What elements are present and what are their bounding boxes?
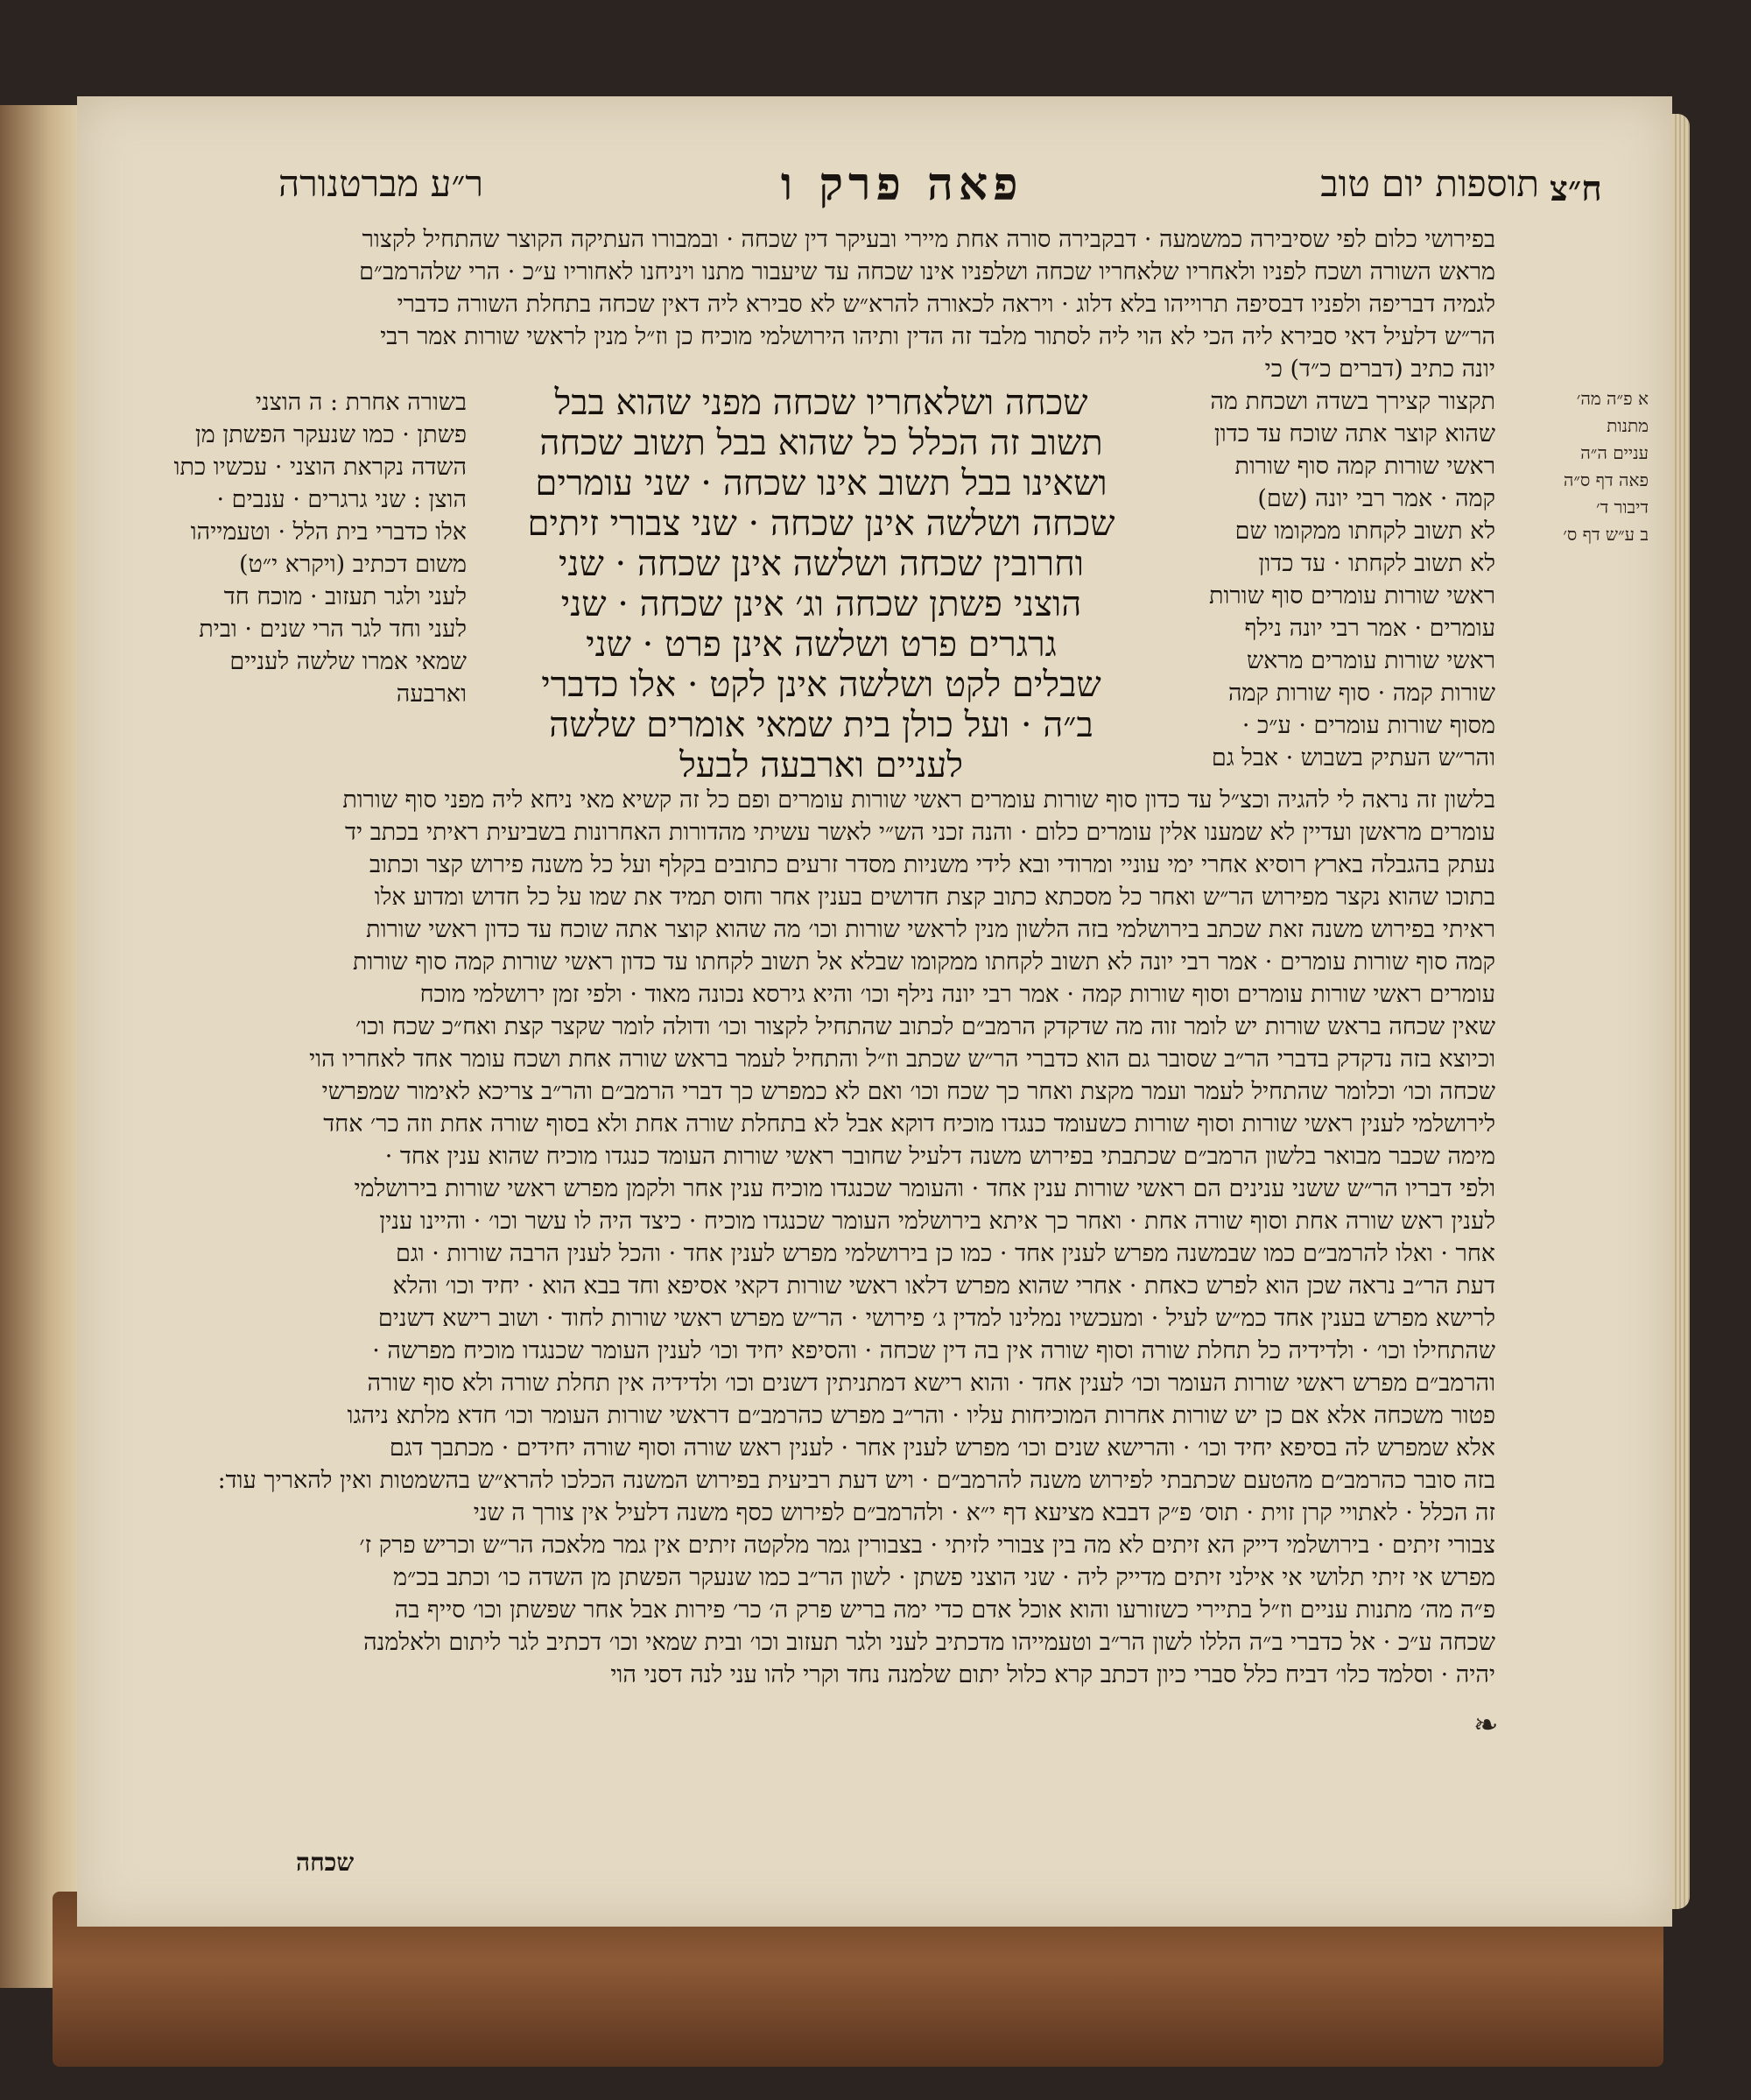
left-column-line: משום דכתיב (ויקרא י״ט): [239, 553, 467, 576]
right-column-line: עומרים · אמר רבי יונה נילף: [1244, 617, 1495, 640]
marginal-note-line: עניים ה״ה: [1580, 442, 1649, 463]
bottom-commentary-line: שכחה וכו׳ וכלומר שהתחיל לעמר ועמר מקצת ואחר כך שכח וכו׳ ואם לא כמפרש כך דברי הרמב״ם והר״ב צריכא לאימור שמפרשי: [321, 1080, 1495, 1103]
bottom-commentary-line: בלשון זה נראה לי להגיה וכצ״ל עד כדון סוף שורות עומרים ראשי שורות עומרים ופם כל זה קשיא מאי ניחא ליה מפני סוף שורות: [342, 788, 1495, 812]
right-column-line: לא תשוב לקחתו ממקומו שם: [1234, 519, 1495, 543]
bottom-commentary-line: אחר · ואלו להרמב״ם כמו שבמשנה מפרש לענין אחד · כמו כן בירושלמי מפרש לענין אחד · והכל לענין הרבה שורות · וגם: [395, 1242, 1495, 1265]
bottom-commentary-line: והרמב״ם מפרש ראשי שורות העומר וכו׳ לענין אחד · והוא רישא דמתניתין דשנים וכו׳ ולדידיה אין תחלת שורה ולא סוף שורה: [367, 1371, 1495, 1395]
mishnah-line: ושאינו בבל תשוב אינו שכחה · שני עומרים: [535, 466, 1108, 501]
bottom-commentary-line: מפרש אי זיתי תלושי אי אילני זיתים מדייק ליה · שני הוצני פשתן · לשון הר״ב כמו שנעקר הפשתן מן השדה כו׳ וכתב בכ״מ: [393, 1566, 1495, 1589]
mishnah-line: ב״ה · ועל כולן בית שמאי אומרים שלשה: [549, 708, 1093, 743]
bottom-commentary-line: קמה סוף שורות עומרים · אמר רבי יונה לא תשוב לקחתו ממקומו שבלא אל תשוב לקחתו עד כדון ראשי שורות קמה סוף שורות: [352, 950, 1495, 974]
mishnah-line: שכחה ושלאחריו שכחה מפני שהוא בבל: [554, 385, 1088, 420]
previous-page-edge: [0, 105, 83, 1988]
bottom-commentary-line: וכיוצא בזה נדקדק בדברי הר״ב שסובר גם הוא כדברי הר״ש שכתב וז״ל והתחיל לעמר בראש שורה אחת ושכח עומר אחד לאחריו הוי: [309, 1047, 1495, 1071]
bottom-commentary-line: זה הכלל · לאתויי קרן זוית · תוס׳ פ״ק דבבא מציעא דף י״א · ולהרמב״ם לפירוש כסף משנה דלעיל אין צורך ה שני: [473, 1501, 1495, 1525]
top-commentary-line: מראש השורה ושכח לפניו ולאחריו שלאחריו שכחה ושלפניו אינו שכחה עד שיעבור מתנו ויניחנו לאחוריו ע״כ · הרי שלהרמב״ם: [359, 260, 1495, 284]
top-commentary-line: הר״ש דלעיל דאי סבירא ליה הכי לא הוי ליה לסתור מלבד זה הדין ותיהו הירושלמי מוכיח כן וז״ל מנין לראשי שורות אמר רבי: [380, 325, 1495, 349]
top-commentary-line: בפירושי כלום לפי שסיבירה כמשמעה · דבקבירה סורה אחת מיירי ובעיקר דין שכחה · ובמבורו העתיקה הקוצר שהתחיל לקצור: [362, 228, 1495, 251]
bottom-commentary-line: אלא שמפרש לה בסיפא יחיד וכו׳ · והרישא שנים וכו׳ מפרש לענין אחר · לענין ראש שורה וסוף שורה יחידים · מכתבך דגם: [389, 1436, 1495, 1460]
bottom-commentary-line: בתוכו שהוא נקצר מפירוש הר״ש ואחר כל מסכתא כתוב קצת חדושים בענין אחר וחוס תמיד את שמו על כל חדוש ומדוע אלו: [374, 885, 1495, 909]
left-column-line: הוצן : שני גרגרים · ענבים ·: [216, 488, 467, 511]
bottom-commentary-line: נעתק בהגבלה בארץ רוסיא אחרי ימי עוניי ומרודי ובא לידי משניות מסדר זרעים כתובים בקלף ועל כל משנה פירוש קצר וכתוב: [369, 853, 1495, 877]
mishnah-line: הוצני פשתן שכחה וג׳ אינן שכחה · שני: [560, 587, 1082, 622]
bottom-commentary-line: פ״ה מה׳ מתנות עניים וז״ל בתיירי כשזורעו והוא אוכל אדם כדי ימה בריש פרק ה׳ כר׳ פירות אבל אחר שפשתן וכו׳ סייף בה: [394, 1598, 1495, 1622]
right-column-line: ראשי שורות עומרים מראש: [1246, 649, 1495, 673]
left-column-line: שמאי אמרו שלשה לעניים: [229, 650, 467, 673]
bottom-commentary-line: לירושלמי לענין ראשי שורות וסוף שורות כשעומד כנגדו מוכיח דוקא אבל לא בתחלת שורה אחת ולא בסוף שורה אחת וזה כר׳ אחד: [323, 1112, 1495, 1136]
left-column-line: אלו כדברי בית הלל · וטעמייהו: [190, 520, 467, 544]
bottom-commentary-line: לענין ראש שורה אחת וסוף שורה אחת · ואחר כך איתא בירושלמי העומר שכנגדו מוכיח · כיצד היה לו עשר וכו׳ · והיינו ענין: [379, 1209, 1495, 1233]
left-column-line: השדה נקראת הוצני · עכשיו כתו: [173, 455, 467, 479]
marginal-references: [1535, 385, 1649, 548]
top-commentary-line: לגמיה דבריפה ולפניו דבסיפה תרוייהו בלא דלוג · ויראה לכאורה להרא״ש לא סבירא ליה דאין שכחה בתחלת השורה כדברי: [397, 292, 1495, 316]
right-column-line: ראשי שורות קמה סוף שורות: [1234, 455, 1495, 478]
mishnah-line: שבלים לקט ושלשה אינן לקט · אלו כדברי: [541, 667, 1101, 702]
left-column-line: וארבעה: [396, 682, 467, 706]
bottom-commentary-line: בזה סובר כהרמב״ם מהטעם שכתבתי לפירוש משנה להרמב״ם · ויש דעת רביעית בפירוש המשנה הכלכו להרא״ש בהשמטות ואין להאריך עוד:: [217, 1469, 1495, 1492]
left-column-line: לעני ולגר תעזוב · מוכח חד: [223, 585, 467, 609]
right-column-line: מסוף שורות עומרים · ע״כ ·: [1241, 714, 1495, 737]
marginal-note-line: א פ״ה מה׳ מתנות: [1576, 388, 1649, 436]
bottom-commentary-line: יהיה · וסלמד כלו׳ דביח כלל סברי כיון דכתב קרא כלול יתום שלמנה נחד וקרי להו עני לנה דסני הוי: [610, 1663, 1495, 1687]
catchword: שכחה: [296, 1848, 355, 1877]
bottom-commentary-line: צבורי זיתים · בירושלמי דייק הא זיתים לא מה בין צבורי לזיתי · בצבורין גמר מלקטה זיתים אין גמר מלאכה הר״ש וכריש פרק ז׳: [359, 1533, 1495, 1557]
margin-ornament-icon: ❧: [1473, 1708, 1499, 1743]
right-column-line: ראשי שורות עומרים סוף שורות: [1209, 584, 1495, 608]
mishnah-line: לעניים וארבעה לבעל: [679, 748, 963, 783]
marginal-note-line: פאה דף ס״ה: [1563, 469, 1649, 490]
bottom-commentary-line: לרישא מפרש בענין אחד כמ״ש לעיל · ומעכשיו נמלינו למדין ג׳ פירושי · הר״ש מפרש ראשי שורות לחוד · ושוב רישא דשנים: [377, 1307, 1495, 1330]
bottom-commentary-line: עומרים מראשן ועדיין לא שמענו אלין עומרים כלום · והנה זכני הש״י לאשר עשיתי מהדורות האחרונות בשביעית ראיתי בכתב יד: [345, 821, 1495, 844]
marginal-note-line: דיבור ד׳: [1595, 497, 1649, 518]
right-column-line: תקצור קצירך בשדה ושכחת מה: [1210, 390, 1495, 413]
header-right-title: תוספות יום טוב: [1320, 162, 1539, 205]
folio-number: ח״צ: [1550, 168, 1602, 209]
header-center-title: פאה פרק ו: [780, 157, 1023, 211]
mishnah-line: וחרובין שכחה ושלשה אינן שכחה · שני: [559, 546, 1084, 581]
running-head: [278, 158, 1539, 210]
bottom-commentary-line: ולפי דבריו הר״ש ששני ענינים הם ראשי שורות ענין אחד · והעומר שכנגדו מוכיח ענין אחר ולקמן מפרש ראשי שורות בירושלמי: [354, 1177, 1495, 1201]
mishnah-line: גרגרים פרט ושלשה אינן פרט · שני: [586, 627, 1057, 662]
bottom-commentary-line: שאין שכחה בראש שורות יש לומר זוה מה שדקדק הרמב״ם לכתוב שהתחיל לקצור וכו׳ ודולה לומר שקצר קצת ואח״כ שכח וכו׳: [355, 1015, 1495, 1039]
right-column-line: יונה כתיב (דברים כ״ד) כי: [1264, 357, 1495, 381]
bottom-commentary-line: שכחה ע״כ · אל כדברי ב״ה הללו לשון הר״ב וטעמייהו מדכתיב לעני ולגר תעזוב וכו׳ ובית שמאי וכו׳ דכתיב לגר ליתום ולאלמנה: [363, 1631, 1495, 1654]
marginal-note-line: ב ע״ש דף ס׳: [1563, 524, 1649, 545]
left-column-line: בשורה אחרת : ה הוצני: [255, 391, 467, 414]
book-page: [77, 96, 1672, 1927]
mishnah-line: תשוב זה הכלל כל שהוא בבל תשוב שכחה: [539, 426, 1103, 461]
bottom-commentary-line: מימה שכבר מבואר בלשון הרמב״ם שכתבתי בפירוש משנה דלעיל שחובר ראשי שורות העומד כנגדו מוכיח שהוא ענין אחד ·: [384, 1145, 1495, 1168]
mishnah-line: שכחה ושלשה אינן שכחה · שני צבורי זיתים: [527, 506, 1115, 541]
bottom-commentary-line: פטור משכחה אלא אם כן יש שורות אחרות המוכיחות עליו · והר״ב מפרש כהרמב״ם דראשי שורות העומר וכו׳ חדא מלתא ניהגו: [347, 1404, 1495, 1427]
right-column-line: שורות קמה · סוף שורות קמה: [1227, 681, 1495, 705]
bottom-commentary-line: שהתחילו וכו׳ · ולדידיה כל תחלת שורה וסוף שורה אין בה דין שכחה · והסיפא יחיד וכו׳ לענין העומר שכנגדו מוכיח מפרשה ·: [372, 1339, 1495, 1363]
right-column-line: לא תשוב לקחתו · עד כדון: [1258, 552, 1495, 575]
right-column-line: שהוא קוצר אתה שוכח עד כדון: [1213, 422, 1495, 446]
left-column-line: לעני וחד לגר הרי שנים · ובית: [199, 617, 467, 641]
right-column-line: והר״ש העתיק בשבוש · אבל גם: [1211, 746, 1495, 770]
bottom-commentary-line: דעת הר״ב נראה שכן הוא לפרש כאחת · אחרי שהוא מפרש דלאו ראשי שורות דקאי אסיפא וחד בבא הוא · יחיד וכו׳ והלא: [392, 1274, 1495, 1298]
bottom-commentary-line: עומרים ראשי שורות עומרים וסוף שורות קמה · אמר רבי יונה נילף וכו׳ והיא גירסא נכונה מאוד · ולפי זמן ירושלמי מוכח: [419, 983, 1495, 1006]
header-left-title: ר״ע מברטנורה: [278, 162, 484, 205]
bottom-commentary-line: ראיתי בפירוש משנה זאת שכתב בירושלמי בזה הלשון מנין לראשי שורות וכו׳ מה שהוא קוצר אתה שוכח עד כדון ראשי שורות: [366, 918, 1495, 941]
right-column-line: קמה · אמר רבי יונה (שם): [1257, 487, 1495, 511]
left-column-line: פשתן · כמו שנעקר הפשתן מן: [194, 423, 467, 447]
